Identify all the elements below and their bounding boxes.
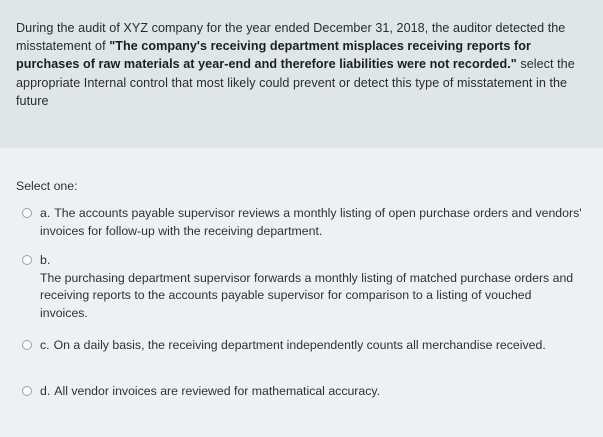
radio-button-d[interactable] xyxy=(22,386,32,396)
option-d-body xyxy=(40,383,582,401)
question-text xyxy=(16,19,584,110)
select-one-label: Select one: xyxy=(16,179,78,193)
answer-option-b[interactable] xyxy=(22,252,582,322)
answer-option-a[interactable] xyxy=(22,205,582,240)
option-b-body xyxy=(40,252,582,322)
question-intro: During the audit of XYZ company for the year ended December 31, 2018, the auditor detected the misstatement of xyxy=(16,21,566,54)
radio-button-c[interactable] xyxy=(22,340,32,350)
option-d-letter: d. xyxy=(40,384,51,398)
option-c-text: On a daily basis, the receiving department independently counts all merchandise received. xyxy=(53,338,546,352)
option-c-body xyxy=(40,337,582,355)
option-c-letter: c. xyxy=(40,338,50,352)
option-a-letter: a. xyxy=(40,206,51,220)
answer-option-c[interactable] xyxy=(22,337,582,355)
option-b-letter: b. xyxy=(40,253,51,267)
option-a-text: The accounts payable supervisor reviews a monthly listing of open purchase orders and vendors' invoices for follow-up with the receiving department. xyxy=(40,206,582,238)
radio-button-a[interactable] xyxy=(22,208,32,218)
option-d-text: All vendor invoices are reviewed for mathematical accuracy. xyxy=(54,384,381,398)
radio-button-b[interactable] xyxy=(22,255,32,265)
question-instruction: select the appropriate Internal control that most likely could prevent or detect this type of misstatement in the future xyxy=(16,57,575,108)
option-a-body xyxy=(40,205,582,240)
option-b-text: The purchasing department supervisor forwards a monthly listing of matched purchase orders and receiving reports to the accounts payable supervisor for comparison to a listing of vouched invoices. xyxy=(40,270,574,320)
question-misstatement: "The company's receiving department misplaces receiving reports for purchases of raw materials at year-end and therefore liabilities were not recorded." xyxy=(16,39,531,72)
answer-option-d[interactable] xyxy=(22,383,582,401)
